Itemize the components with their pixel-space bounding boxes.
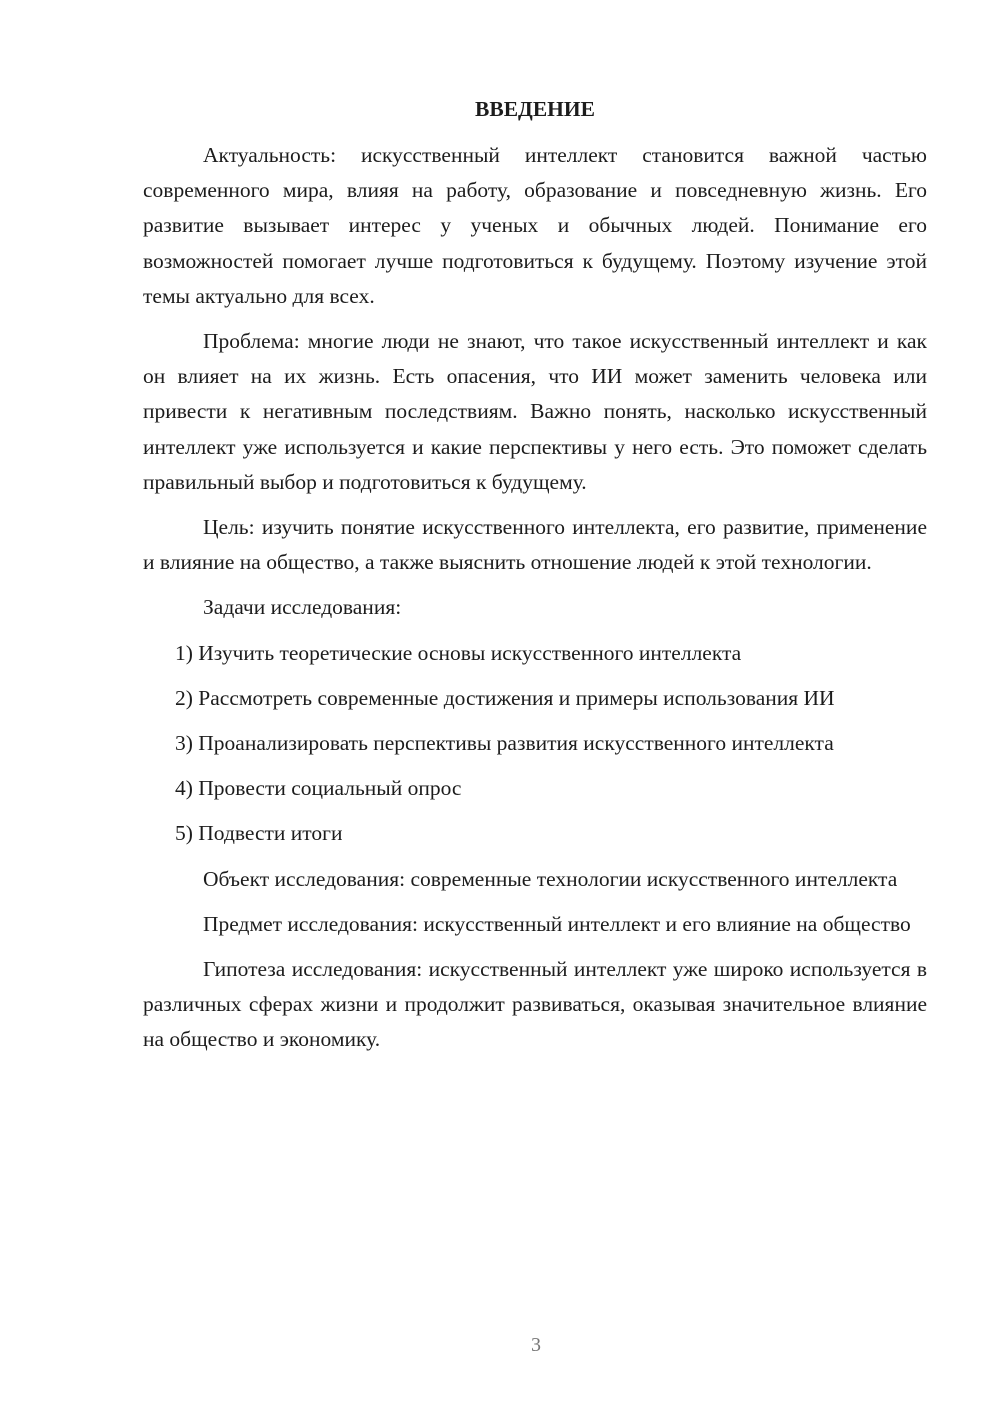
- paragraph-problem: Проблема: многие люди не знают, что такое искусственный интеллект и как он влияет на их жизнь. Есть опасения, что ИИ может заменить человека или привести к негативным последствиям. Важно понять, насколько искусственный интеллект уже используется и какие перспективы у него есть. Это поможет сделать правильный выбор и подготовиться к будущему.: [143, 329, 927, 494]
- paragraph-relevance: Актуальность: искусственный интеллект становится важной частью современного мира, влияя на работу, образование и повседневную жизнь. Его развитие вызывает интерес у ученых и обычных людей. Понимание его возможностей помогает лучше подготовиться к будущему. Поэтому изучение этой темы актуально для всех.: [143, 143, 927, 308]
- document-body: [143, 92, 927, 1068]
- section-title: ВВЕДЕНИЕ: [475, 97, 595, 121]
- paragraph-goal: Цель: изучить понятие искусственного интеллекта, его развитие, применение и влияние на общество, а также выяснить отношение людей к этой технологии.: [143, 515, 927, 575]
- tasks-heading: Задачи исследования:: [203, 595, 402, 620]
- task-item-4: 4) Провести социальный опрос: [175, 776, 462, 801]
- paragraph-subject: Предмет исследования: искусственный интеллект и его влияние на общество: [203, 911, 911, 936]
- task-item-2: 2) Рассмотреть современные достижения и примеры использования ИИ: [175, 685, 835, 710]
- task-item-5: 5) Подвести итоги: [175, 821, 343, 846]
- paragraph-object: Объект исследования: современные технологии искусственного интеллекта: [203, 866, 898, 891]
- task-item-3: 3) Проанализировать перспективы развития искусственного интеллекта: [175, 731, 834, 756]
- page-number: 3: [531, 1334, 541, 1356]
- task-item-1: 1) Изучить теоретические основы искусственного интеллекта: [175, 640, 742, 665]
- paragraph-hypothesis: Гипотеза исследования: искусственный интеллект уже широко используется в различных сферах жизни и продолжит развиваться, оказывая значительное влияние на общество и экономику.: [143, 957, 927, 1052]
